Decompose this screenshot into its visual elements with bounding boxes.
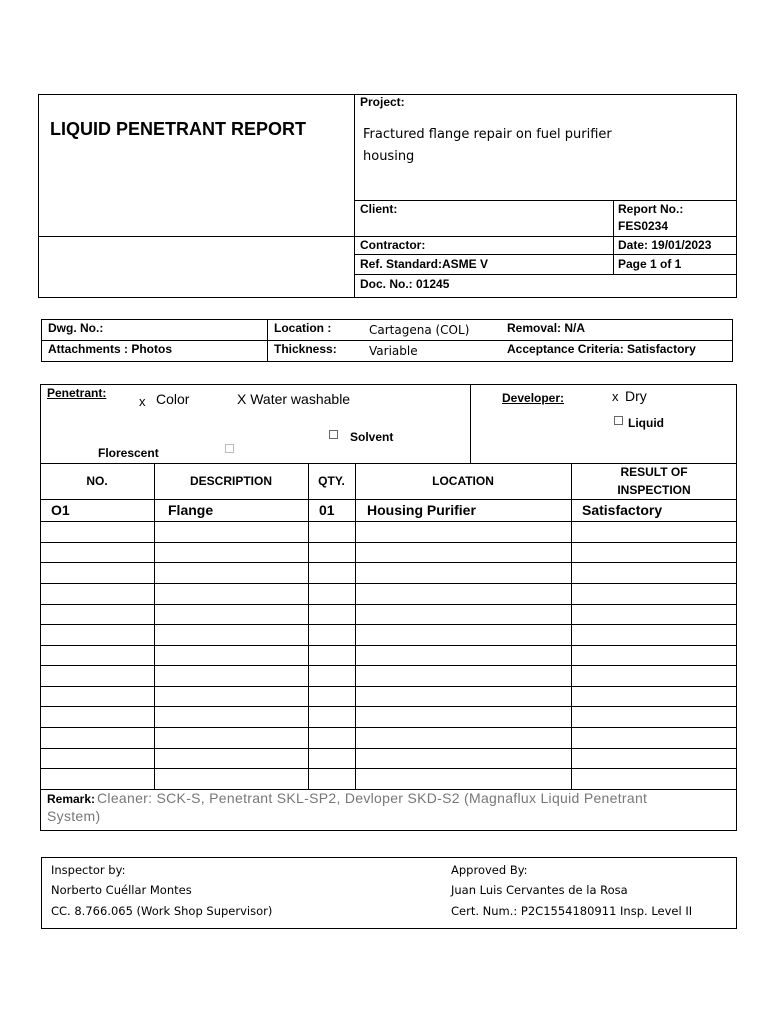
header-location: LOCATION: [432, 474, 494, 488]
col-divider-qty: [308, 463, 309, 789]
table-line: [40, 727, 737, 728]
info-row-divider: [41, 340, 733, 341]
table-line: [40, 624, 737, 625]
header-result: [571, 463, 737, 499]
approved-name: Juan Luis Cervantes de la Rosa: [451, 883, 628, 897]
table-line: [40, 686, 737, 687]
approved-cert: Cert. Num.: P2C1554180911 Insp. Level II: [451, 904, 693, 918]
solvent-checkbox[interactable]: [329, 430, 338, 439]
location-label: Location :: [274, 321, 332, 335]
table-line: [40, 499, 737, 500]
report-title: LIQUID PENETRANT REPORT: [50, 119, 307, 139]
water-washable: X Water washable: [237, 391, 351, 407]
report-no-label: Report No.:: [618, 202, 684, 216]
row-location: Housing Purifier: [367, 502, 476, 518]
date-label: Date: 19/01/2023: [618, 238, 712, 252]
ref-row-top: [354, 254, 737, 255]
table-line: [40, 583, 737, 584]
table-line: [40, 562, 737, 563]
col-divider-result: [571, 463, 572, 789]
location-value: Cartagena (COL): [369, 323, 470, 337]
color-mark: x: [139, 394, 146, 409]
liquid-checkbox[interactable]: [614, 416, 623, 425]
penetrant-label: Penetrant:: [47, 386, 107, 400]
client-label: Client:: [360, 202, 398, 216]
header-result-line1: RESULT OF: [620, 465, 688, 479]
solvent-label: Solvent: [350, 430, 394, 444]
row-qty: 01: [319, 502, 335, 518]
project-value-line2: housing: [363, 149, 415, 164]
liquid-label: Liquid: [628, 416, 664, 430]
inspector-name: Norberto Cuéllar Montes: [51, 883, 192, 897]
contractor-row-top: [354, 236, 737, 237]
title-box-bottom: [38, 236, 355, 237]
dwg-no-label: Dwg. No.:: [48, 321, 104, 335]
contractor-label: Contractor:: [360, 238, 426, 252]
report-no-value: FES0234: [618, 219, 669, 233]
table-line: [40, 748, 737, 749]
header-no: NO.: [86, 474, 108, 488]
page-label: Page 1 of 1: [618, 257, 682, 271]
table-line: [40, 645, 737, 646]
thickness-value: Variable: [369, 344, 418, 358]
doc-no: Doc. No.: 01245: [360, 277, 450, 291]
table-line: [40, 706, 737, 707]
header-qty: QTY.: [318, 474, 345, 488]
dry-mark: x: [612, 389, 619, 404]
inspector-id: CC. 8.766.065 (Work Shop Supervisor): [51, 904, 273, 918]
remark-text-line2: System): [47, 808, 101, 824]
florescent-label: Florescent: [98, 446, 159, 460]
table-line: [40, 665, 737, 666]
removal: Removal: N/A: [507, 321, 586, 335]
project-value-line1: Fractured flange repair on fuel purifier: [363, 127, 612, 142]
inspector-label: Inspector by:: [51, 863, 126, 877]
table-line: [40, 604, 737, 605]
col-divider-location: [355, 463, 356, 789]
doc-row-top: [354, 274, 737, 275]
header-divider: [354, 94, 355, 298]
ref-standard: Ref. Standard:ASME V: [360, 257, 489, 271]
row-no: O1: [51, 502, 70, 518]
color-label: Color: [156, 391, 190, 407]
remark-text-line1: Cleaner: SCK-S, Penetrant SKL-SP2, Devloper SKD-S2 (Magnaflux Liquid Penetrant: [97, 790, 648, 806]
developer-label: Developer:: [502, 391, 565, 405]
report-col-divider: [613, 200, 614, 274]
developer-divider: [470, 384, 471, 464]
row-description: Flange: [168, 502, 214, 518]
attachments: Attachments : Photos: [48, 342, 173, 356]
table-line: [40, 542, 737, 543]
project-box-bottom: [354, 200, 737, 201]
info-col-divider: [267, 319, 268, 362]
dry-label: Dry: [625, 388, 647, 404]
florescent-checkbox[interactable]: [225, 444, 234, 453]
col-divider-desc: [154, 463, 155, 789]
thickness-label: Thickness:: [274, 342, 337, 356]
approved-label: Approved By:: [451, 863, 528, 877]
remark-label: Remark:: [47, 792, 96, 806]
project-label: Project:: [360, 95, 405, 109]
acceptance-criteria: Acceptance Criteria: Satisfactory: [507, 342, 696, 356]
header-result-line2: INSPECTION: [617, 483, 691, 497]
table-line: [40, 521, 737, 522]
header-description: DESCRIPTION: [189, 474, 272, 488]
row-result: Satisfactory: [582, 502, 663, 518]
table-line: [40, 768, 737, 769]
